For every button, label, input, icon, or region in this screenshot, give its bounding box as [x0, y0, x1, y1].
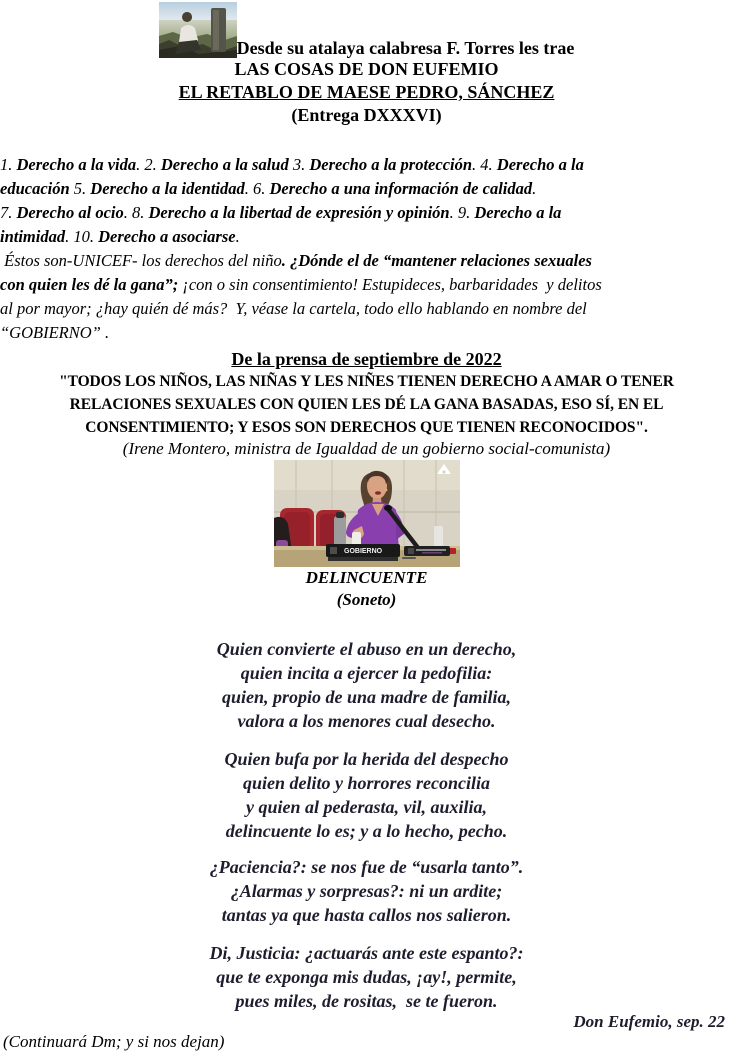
text-line: 1. Derecho a la vida. 2. Derecho a la salud 3. Derecho a la protección. 4. Derecho a la — [0, 155, 584, 174]
unicef-commentary-paragraph — [0, 249, 733, 345]
text-line: delincuente lo es; y a lo hecho, pecho. — [225, 821, 508, 841]
text-line: Éstos son-UNICEF- los derechos del niño. ¿Dónde el de “mantener relaciones sexuales — [0, 251, 592, 270]
text-line: quien, propio de una madre de familia, — [221, 687, 511, 707]
quote-line: RELACIONES SEXUALES CON QUIEN LES DÉ LA GANA BASADAS, ESO SÍ, EN EL — [69, 396, 664, 413]
page-subtitle: EL RETABLO DE MAESE PEDRO, SÁNCHEZ — [178, 82, 555, 102]
text-line: Quien convierte el abuso en un derecho, — [216, 639, 517, 659]
text-line: pues miles, de rositas, se te fueron. — [235, 991, 498, 1011]
text-line: 7. Derecho al ocio. 8. Derecho a la libertad de expresión y opinión. 9. Derecho a la — [0, 203, 562, 222]
quote-line: "TODOS LOS NIÑOS, LAS NIÑAS Y LES NIÑES TIENEN DERECHO A AMAR O TENER — [59, 373, 674, 390]
page-title: LAS COSAS DE DON EUFEMIO — [234, 59, 499, 79]
text-line: con quien les dé la gana”; ¡con o sin consentimiento! Estupideces, barbaridades y delitos — [0, 275, 602, 294]
minister-speech-photo — [274, 460, 460, 567]
text-line: tantas ya que hasta callos nos salieron. — [221, 905, 512, 925]
poem-stanza-3 — [0, 855, 733, 927]
text-line: Quien bufa por la herida del despecho — [224, 749, 509, 769]
poem-subtitle: (Soneto) — [336, 590, 397, 609]
author-signature: Don Eufemio, sep. 22 — [573, 1012, 725, 1031]
text-line: y quien al pederasta, vil, auxilia, — [246, 797, 487, 817]
gobierno-nameplate — [326, 544, 400, 561]
text-line: quien incita a ejercer la pedofilia: — [240, 663, 493, 683]
text-line: quien delito y horrores reconcilia — [243, 773, 490, 793]
text-line: valora a los menores cual desecho. — [237, 711, 496, 731]
press-quote — [0, 370, 733, 439]
quote-attribution: (Irene Montero, ministra de Igualdad de un gobierno social-comunista) — [122, 439, 611, 458]
quote-line: CONSENTIMIENTO; Y ESOS SON DERECHOS QUE TIENEN RECONOCIDOS". — [85, 419, 648, 436]
continuation-note: (Continuará Dm; y si nos dejan) — [3, 1032, 225, 1051]
nameplate-text: GOBIERNO — [343, 548, 382, 555]
text-line: Di, Justicia: ¿actuarás ante este espanto?: — [209, 943, 524, 963]
text-line: que te exponga mis dudas, ¡ay!, permite, — [216, 967, 517, 987]
issue-number: (Entrega DXXXVI) — [291, 105, 442, 125]
page-supertitle: Desde su atalaya calabresa F. Torres les trae — [236, 38, 575, 58]
document-page — [0, 2, 733, 1064]
text-line: educación 5. Derecho a la identidad. 6. Derecho a una información de calidad. — [0, 179, 537, 198]
text-line: ¿Alarmas y sorpresas?: ni un ardite; — [230, 881, 503, 901]
text-line: ¿Paciencia?: se nos fue de “usarla tanto”. — [209, 857, 524, 877]
header-line-1 — [0, 2, 733, 58]
poem-title: DELINCUENTE — [305, 568, 428, 587]
text-line: intimidad. 10. Derecho a asociarse. — [0, 227, 240, 246]
poem-stanza-2 — [0, 747, 733, 843]
poem-stanza-4 — [0, 941, 733, 1013]
rights-list-paragraph — [0, 153, 733, 249]
poem-stanza-1 — [0, 637, 733, 733]
press-heading: De la prensa de septiembre de 2022 — [231, 349, 502, 369]
photo-container — [0, 460, 733, 567]
watchtower-photo — [159, 2, 237, 58]
text-line: “GOBIERNO” . — [0, 323, 110, 342]
text-line: al por mayor; ¿hay quién dé más? Y, véase la cartela, todo ello hablando en nombre del — [0, 299, 587, 318]
